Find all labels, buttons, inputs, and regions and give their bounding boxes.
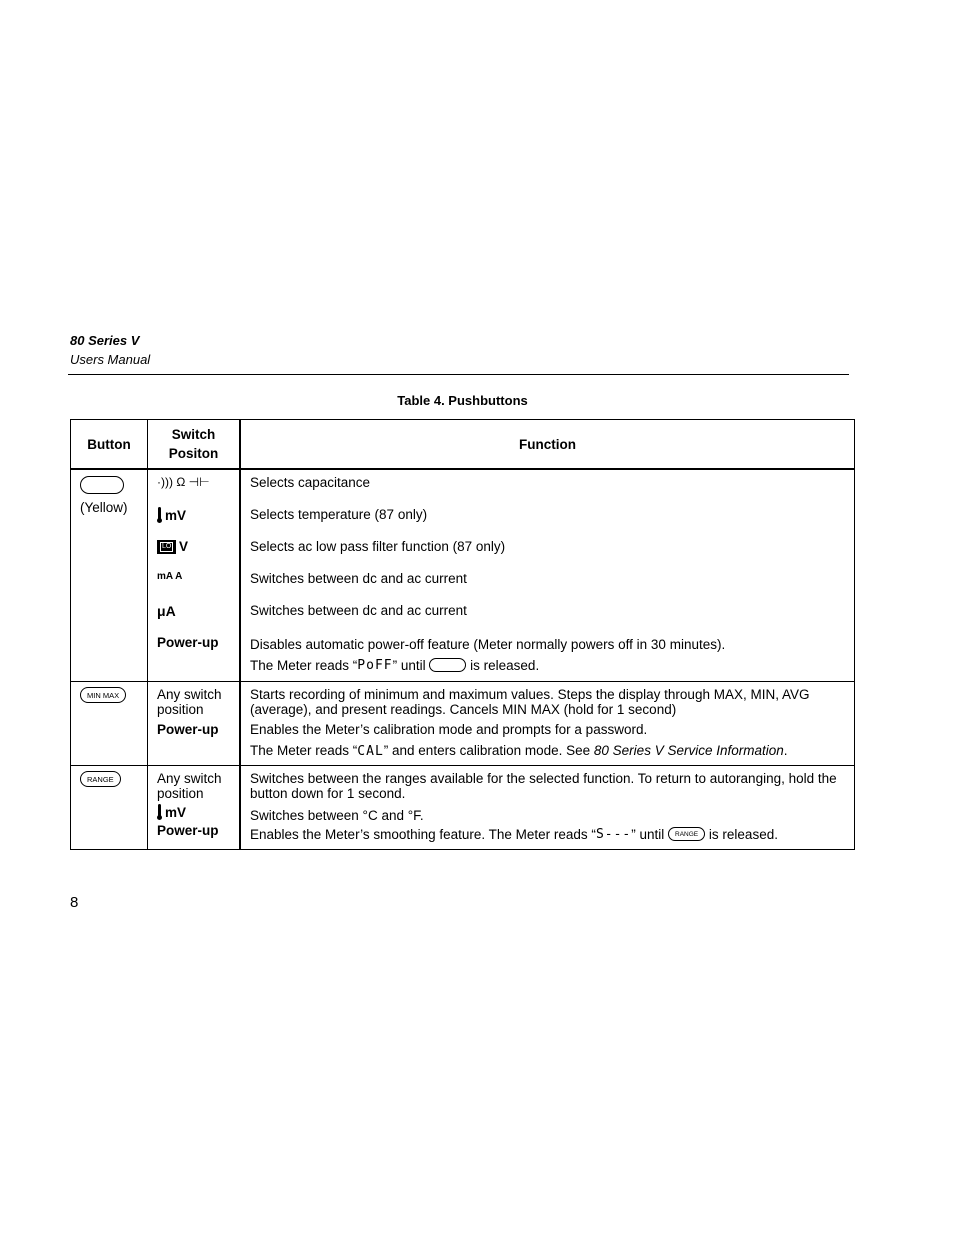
- function-text: Selects capacitance: [250, 475, 371, 490]
- yellow-button-icon: [429, 658, 466, 672]
- cal-line: The Meter reads “CAL” and enters calibration mode. See 80 Series V Service Information.: [250, 743, 788, 759]
- switch-cell: [148, 469, 241, 682]
- manual-subtitle: Users Manual: [70, 352, 151, 367]
- page-number: 8: [70, 894, 79, 911]
- function-text: Enables the Meter’s calibration mode and prompts for a password.: [250, 722, 648, 737]
- poff-display-code: PoFF: [357, 657, 393, 673]
- smoothing-line: Enables the Meter’s smoothing feature. The Meter reads “ S--- ” until RANGE is released.: [250, 826, 778, 842]
- range-button-icon: RANGE: [80, 771, 121, 787]
- header-rule: [68, 374, 849, 375]
- pushbuttons-table: [70, 419, 855, 850]
- function-text: Disables automatic power-off feature (Meter normally powers off in 30 minutes).: [250, 637, 726, 652]
- button-label: (Yellow): [80, 500, 128, 515]
- lo-pass-filter-icon: LO: [157, 540, 176, 554]
- smoothing-display-code: S---: [595, 826, 632, 842]
- ua-icon: μA: [157, 603, 176, 619]
- table-row: [71, 766, 855, 850]
- range-button-icon: RANGE: [668, 827, 705, 841]
- any-switch-label: Any switch position: [157, 687, 222, 717]
- table-row: [71, 469, 855, 682]
- col-header-function: Function: [240, 420, 855, 470]
- function-text: Switches between °C and °F.: [250, 808, 424, 823]
- function-text: Switches between the ranges available for the selected function. To return to autoranging, hold the button down for 1 second.: [250, 771, 837, 801]
- poff-line: The Meter reads “ PoFF ” until is released.: [250, 657, 540, 673]
- ma-a-icon: mA A: [157, 571, 183, 582]
- table-caption: Table 4. Pushbuttons: [397, 393, 528, 408]
- switch-cell: [148, 766, 241, 850]
- col-header-switch: Switch Positon: [148, 420, 241, 470]
- cal-display-code: CAL: [357, 744, 384, 759]
- function-text: Selects temperature (87 only): [250, 507, 428, 522]
- power-up-label: Power-up: [157, 823, 219, 838]
- button-cell: [71, 469, 148, 682]
- function-cell: [240, 682, 855, 766]
- any-switch-label: Any switch position: [157, 771, 222, 801]
- function-text: Switches between dc and ac current: [250, 603, 467, 618]
- button-cell: [71, 682, 148, 766]
- continuity-ohm-capacitance-icon: ·))) Ω ⊣⊢: [157, 475, 210, 489]
- yellow-button-icon: [80, 476, 124, 494]
- min-max-button-icon: MIN MAX: [80, 687, 126, 703]
- power-up-label: Power-up: [157, 722, 219, 737]
- col-header-button: Button: [71, 420, 148, 470]
- function-cell: [240, 766, 855, 850]
- table-row: [71, 682, 855, 766]
- thermometer-icon: [157, 804, 162, 820]
- function-text: Switches between dc and ac current: [250, 571, 467, 586]
- function-text: Selects ac low pass filter function (87 only): [250, 539, 506, 554]
- thermometer-icon: [157, 507, 162, 523]
- function-cell: [240, 469, 855, 682]
- power-up-label: Power-up: [157, 635, 219, 650]
- switch-cell: [148, 682, 241, 766]
- mv-icon: mV: [165, 507, 187, 523]
- service-info-reference: 80 Series V Service Information: [593, 743, 784, 758]
- manual-title: 80 Series V: [70, 333, 140, 348]
- ac-v-icon: V: [179, 539, 189, 554]
- mv-icon: mV: [165, 804, 187, 820]
- button-cell: [71, 766, 148, 850]
- function-text: Starts recording of minimum and maximum values. Steps the display through MAX, MIN, AVG (average), and present readings. Cancels MIN MAX (hold for 1 second): [250, 687, 810, 717]
